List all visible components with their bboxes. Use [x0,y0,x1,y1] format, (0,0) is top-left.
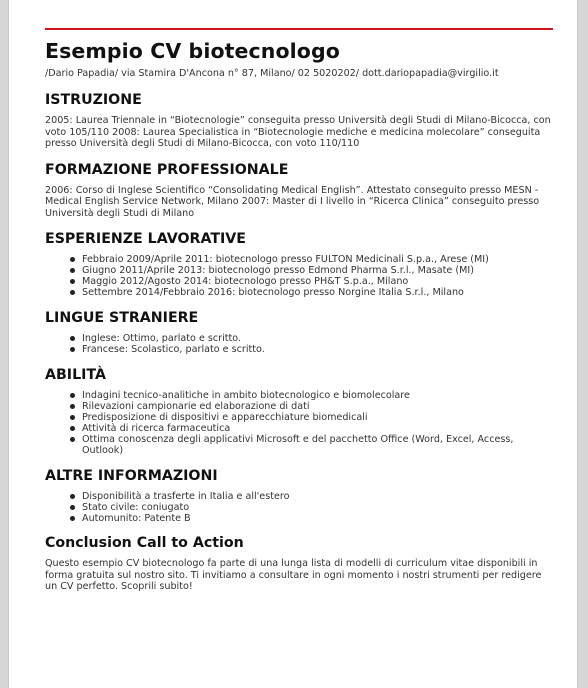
accent-rule [45,28,553,30]
section-text-formazione: 2006: Corso di Inglese Scientifico “Consolidating Medical English”. Attestato conseguito presso MESN - Medical English Service Network, Milano 2007: Master di I livello in “Ricerca Clinica” conseguito presso Università degli Studi di Milano [45,184,540,219]
list-item: Giugno 2011/Aprile 2013: biotecnologo presso Edmond Pharma S.r.l., Masate (MI) [82,265,553,276]
list-item: Automunito: Patente B [82,513,553,524]
section-text-istruzione: 2005: Laurea Triennale in “Biotecnologie” conseguita presso Università degli Studi di Milano-Bicocca, con voto 105/110 2008: Laurea Specialistica in “Biotecnologie mediche e medicina molecolare” conseguita presso Università degli Studi di Milano-Bicocca, con voto 110/110 [45,115,551,149]
list-esperienze [45,254,553,298]
page-title: Esempio CV biotecnologo [45,39,340,63]
contact-info: /Dario Papadia/ via Stamira D'Ancona n° 87, Milano/ 02 5020202/ dott.dariopapadia@virgilio.it [45,68,499,79]
list-item: Francese: Scolastico, parlato e scritto. [82,344,553,355]
list-item: Settembre 2014/Febbraio 2016: biotecnologo presso Norgine Italia S.r.l., Milano [82,287,553,298]
cv-page [8,0,578,688]
list-item: Inglese: Ottimo, parlato e scritto. [82,333,553,344]
list-abilita [45,390,553,456]
list-item: Attività di ricerca farmaceutica [82,423,553,434]
list-item: Predisposizione di dispositivi e apparecchiature biomedicali [82,412,553,423]
list-altre [45,491,553,524]
section-heading-conclusion: Conclusion Call to Action [45,535,244,551]
list-item: Maggio 2012/Agosto 2014: biotecnologo presso PH&T S.p.a., Milano [82,276,553,287]
list-lingue [45,333,553,355]
section-heading-formazione: FORMAZIONE PROFESSIONALE [45,161,289,178]
section-heading-esperienze: ESPERIENZE LAVORATIVE [45,231,246,247]
list-item: Febbraio 2009/Aprile 2011: biotecnologo presso FULTON Medicinali S.p.a., Arese (MI) [82,254,553,265]
section-heading-altre: ALTRE INFORMAZIONI [45,468,218,484]
cv-content [45,36,553,593]
section-heading-abilita: ABILITÀ [45,367,106,383]
section-heading-istruzione: ISTRUZIONE [45,92,142,108]
section-text-conclusion: Questo esempio CV biotecnologo fa parte di una lunga lista di modelli di curriculum vitae disponibili in forma gratuita sul nostro sito. Ti invitiamo a consultare in ogni momento i nostri strumenti per redigere un CV perfetto. Scoprili subito! [45,558,542,592]
list-item: Rilevazioni campionarie ed elaborazione di dati [82,401,553,412]
list-item: Stato civile: coniugato [82,502,553,513]
list-item: Ottima conoscenza degli applicativi Microsoft e del pacchetto Office (Word, Excel, Access, Outlook) [82,434,553,456]
list-item: Disponibilità a trasferte in Italia e all'estero [82,491,553,502]
list-item: Indagini tecnico-analitiche in ambito biotecnologico e biomolecolare [82,390,553,401]
section-heading-lingue: LINGUE STRANIERE [45,310,199,326]
